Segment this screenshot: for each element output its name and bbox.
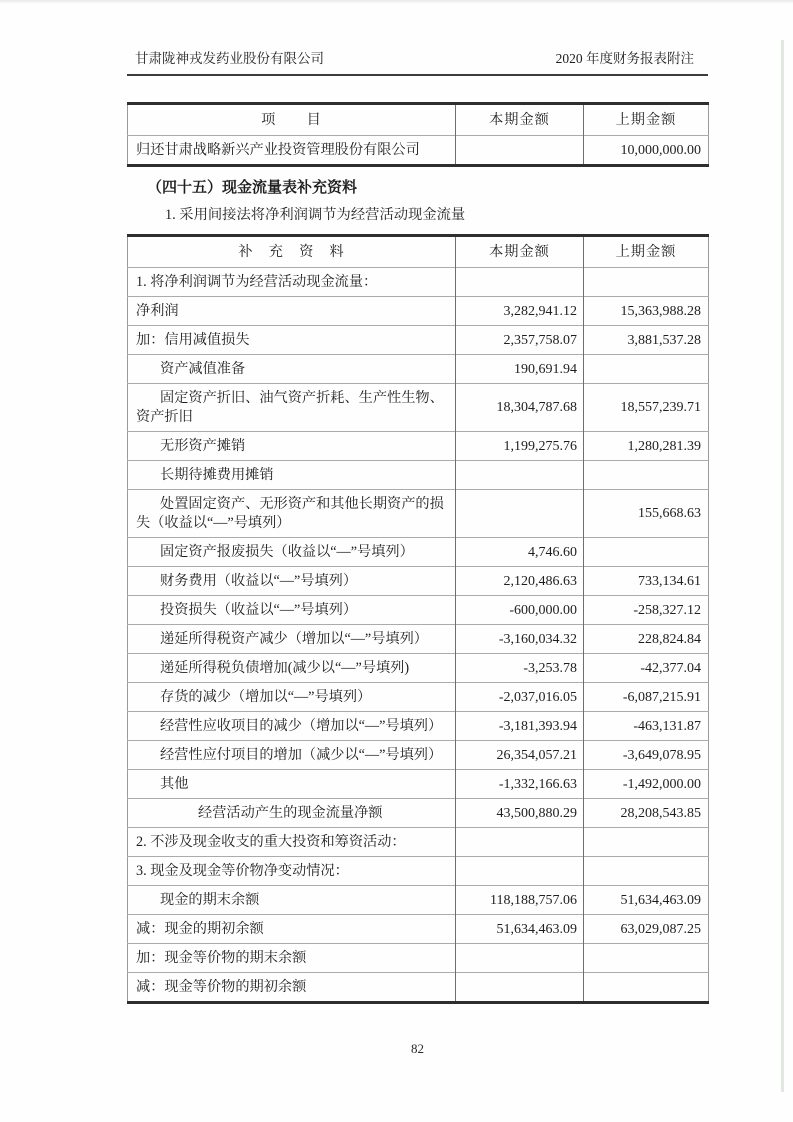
table-row [128, 136, 709, 166]
table-row [128, 596, 709, 625]
row-label: 递延所得税负债增加(减少以“—”号填列) [128, 654, 456, 683]
row-label: 资产减值准备 [128, 355, 456, 384]
row-label: 长期待摊费用摊销 [128, 461, 456, 490]
table-row [128, 538, 709, 567]
table-row [128, 384, 709, 432]
current-amount-cell [456, 490, 584, 538]
table-row [128, 567, 709, 596]
prior-amount-cell: 28,208,543.85 [584, 799, 709, 828]
carryover-table-body [128, 136, 709, 166]
prior-amount-cell: 51,634,463.09 [584, 886, 709, 915]
row-label: 净利润 [128, 297, 456, 326]
current-amount-cell: -600,000.00 [456, 596, 584, 625]
current-amount-cell [456, 944, 584, 973]
table-header-row [128, 104, 709, 136]
row-label: 1. 将净利润调节为经营活动现金流量： [128, 268, 456, 297]
page-number: 82 [411, 1041, 424, 1056]
row-label: 固定资产报废损失（收益以“—”号填列） [128, 538, 456, 567]
column-header-supplementary-info: 补 充 资 料 [238, 244, 345, 260]
row-label: 无形资产摊销 [128, 432, 456, 461]
current-amount-cell: 118,188,757.06 [456, 886, 584, 915]
current-amount-cell [456, 136, 584, 166]
prior-amount-cell [584, 538, 709, 567]
row-label: 加：现金等价物的期末余额 [128, 944, 456, 973]
prior-amount-cell: 1,280,281.39 [584, 432, 709, 461]
doc-title: 2020 年度财务报表附注 [555, 51, 694, 66]
column-header-prior-amount: 上期金额 [584, 104, 709, 136]
table-row [128, 915, 709, 944]
current-amount-cell: -3,160,034.32 [456, 625, 584, 654]
section-heading: （四十五）现金流量表补充资料 [147, 180, 358, 196]
supplementary-table-body [128, 268, 709, 1003]
current-amount-cell: 43,500,880.29 [456, 799, 584, 828]
current-amount-cell: 26,354,057.21 [456, 741, 584, 770]
table-row [128, 741, 709, 770]
prior-amount-cell [584, 857, 709, 886]
column-header-current-amount: 本期金额 [456, 236, 584, 268]
prior-amount-cell [584, 973, 709, 1003]
prior-amount-cell [584, 828, 709, 857]
current-amount-cell: 2,120,486.63 [456, 567, 584, 596]
current-amount-cell [456, 973, 584, 1003]
table-row [128, 297, 709, 326]
prior-amount-cell: -1,492,000.00 [584, 770, 709, 799]
table-row [128, 973, 709, 1003]
prior-amount-cell: 3,881,537.28 [584, 326, 709, 355]
row-label: 3. 现金及现金等价物净变动情况： [128, 857, 456, 886]
row-label: 2. 不涉及现金收支的重大投资和筹资活动： [128, 828, 456, 857]
current-amount-cell: 2,357,758.07 [456, 326, 584, 355]
prior-amount-cell: 63,029,087.25 [584, 915, 709, 944]
row-label: 财务费用（收益以“—”号填列） [128, 567, 456, 596]
table-row [128, 326, 709, 355]
prior-amount-cell: -42,377.04 [584, 654, 709, 683]
current-amount-cell: 1,199,275.76 [456, 432, 584, 461]
table-row [128, 625, 709, 654]
prior-amount-cell: 18,557,239.71 [584, 384, 709, 432]
table-header-row [128, 236, 709, 268]
table-row [128, 490, 709, 538]
table-row [128, 828, 709, 857]
column-header-current-amount: 本期金额 [456, 104, 584, 136]
table-row [128, 355, 709, 384]
current-amount-cell: 51,634,463.09 [456, 915, 584, 944]
prior-amount-cell: -463,131.87 [584, 712, 709, 741]
current-amount-cell: 4,746.60 [456, 538, 584, 567]
row-label: 归还甘肃战略新兴产业投资管理股份有限公司 [128, 136, 456, 166]
prior-amount-cell: 155,668.63 [584, 490, 709, 538]
prior-amount-cell [584, 355, 709, 384]
row-label: 减：现金等价物的期初余额 [128, 973, 456, 1003]
current-amount-cell [456, 461, 584, 490]
current-amount-cell: 3,282,941.12 [456, 297, 584, 326]
row-label: 固定资产折旧、油气资产折耗、生产性生物、资产折旧 [128, 384, 456, 432]
current-amount-cell [456, 268, 584, 297]
current-amount-cell: 18,304,787.68 [456, 384, 584, 432]
row-label: 减：现金的期初余额 [128, 915, 456, 944]
prior-amount-cell: 228,824.84 [584, 625, 709, 654]
column-header-prior-amount: 上期金额 [584, 236, 709, 268]
prior-amount-cell: -258,327.12 [584, 596, 709, 625]
table-row [128, 712, 709, 741]
prior-amount-cell: 733,134.61 [584, 567, 709, 596]
current-amount-cell: 190,691.94 [456, 355, 584, 384]
carryover-table [127, 102, 709, 167]
table-row [128, 461, 709, 490]
prior-amount-cell: -6,087,215.91 [584, 683, 709, 712]
prior-amount-cell [584, 268, 709, 297]
table-row [128, 654, 709, 683]
row-label: 经营活动产生的现金流量净额 [128, 799, 456, 828]
row-label: 经营性应收项目的减少（增加以“—”号填列） [128, 712, 456, 741]
page-header [127, 50, 708, 76]
row-label: 处置固定资产、无形资产和其他长期资产的损失（收益以“—”号填列） [128, 490, 456, 538]
table-row [128, 857, 709, 886]
row-label: 加：信用减值损失 [128, 326, 456, 355]
column-header-item: 项 目 [261, 112, 322, 128]
prior-amount-cell: 15,363,988.28 [584, 297, 709, 326]
company-name: 甘肃陇神戎发药业股份有限公司 [135, 51, 324, 66]
section-subheading: 1. 采用间接法将净利润调节为经营活动现金流量 [165, 207, 466, 223]
table-row [128, 799, 709, 828]
table-row [128, 770, 709, 799]
row-label: 存货的减少（增加以“—”号填列） [128, 683, 456, 712]
prior-amount-cell [584, 461, 709, 490]
current-amount-cell [456, 857, 584, 886]
current-amount-cell: -3,253.78 [456, 654, 584, 683]
table-row [128, 432, 709, 461]
current-amount-cell: -3,181,393.94 [456, 712, 584, 741]
table-row [128, 886, 709, 915]
page-content [127, 50, 708, 1004]
current-amount-cell: -1,332,166.63 [456, 770, 584, 799]
row-label: 投资损失（收益以“—”号填列） [128, 596, 456, 625]
table-row [128, 683, 709, 712]
table-row [128, 944, 709, 973]
current-amount-cell: -2,037,016.05 [456, 683, 584, 712]
prior-amount-cell: -3,649,078.95 [584, 741, 709, 770]
current-amount-cell [456, 828, 584, 857]
row-label: 递延所得税资产减少（增加以“—”号填列） [128, 625, 456, 654]
row-label: 经营性应付项目的增加（减少以“—”号填列） [128, 741, 456, 770]
row-label: 其他 [128, 770, 456, 799]
row-label: 现金的期末余额 [128, 886, 456, 915]
supplementary-cash-flow-table [127, 234, 709, 1004]
prior-amount-cell: 10,000,000.00 [584, 136, 709, 166]
table-row [128, 268, 709, 297]
prior-amount-cell [584, 944, 709, 973]
